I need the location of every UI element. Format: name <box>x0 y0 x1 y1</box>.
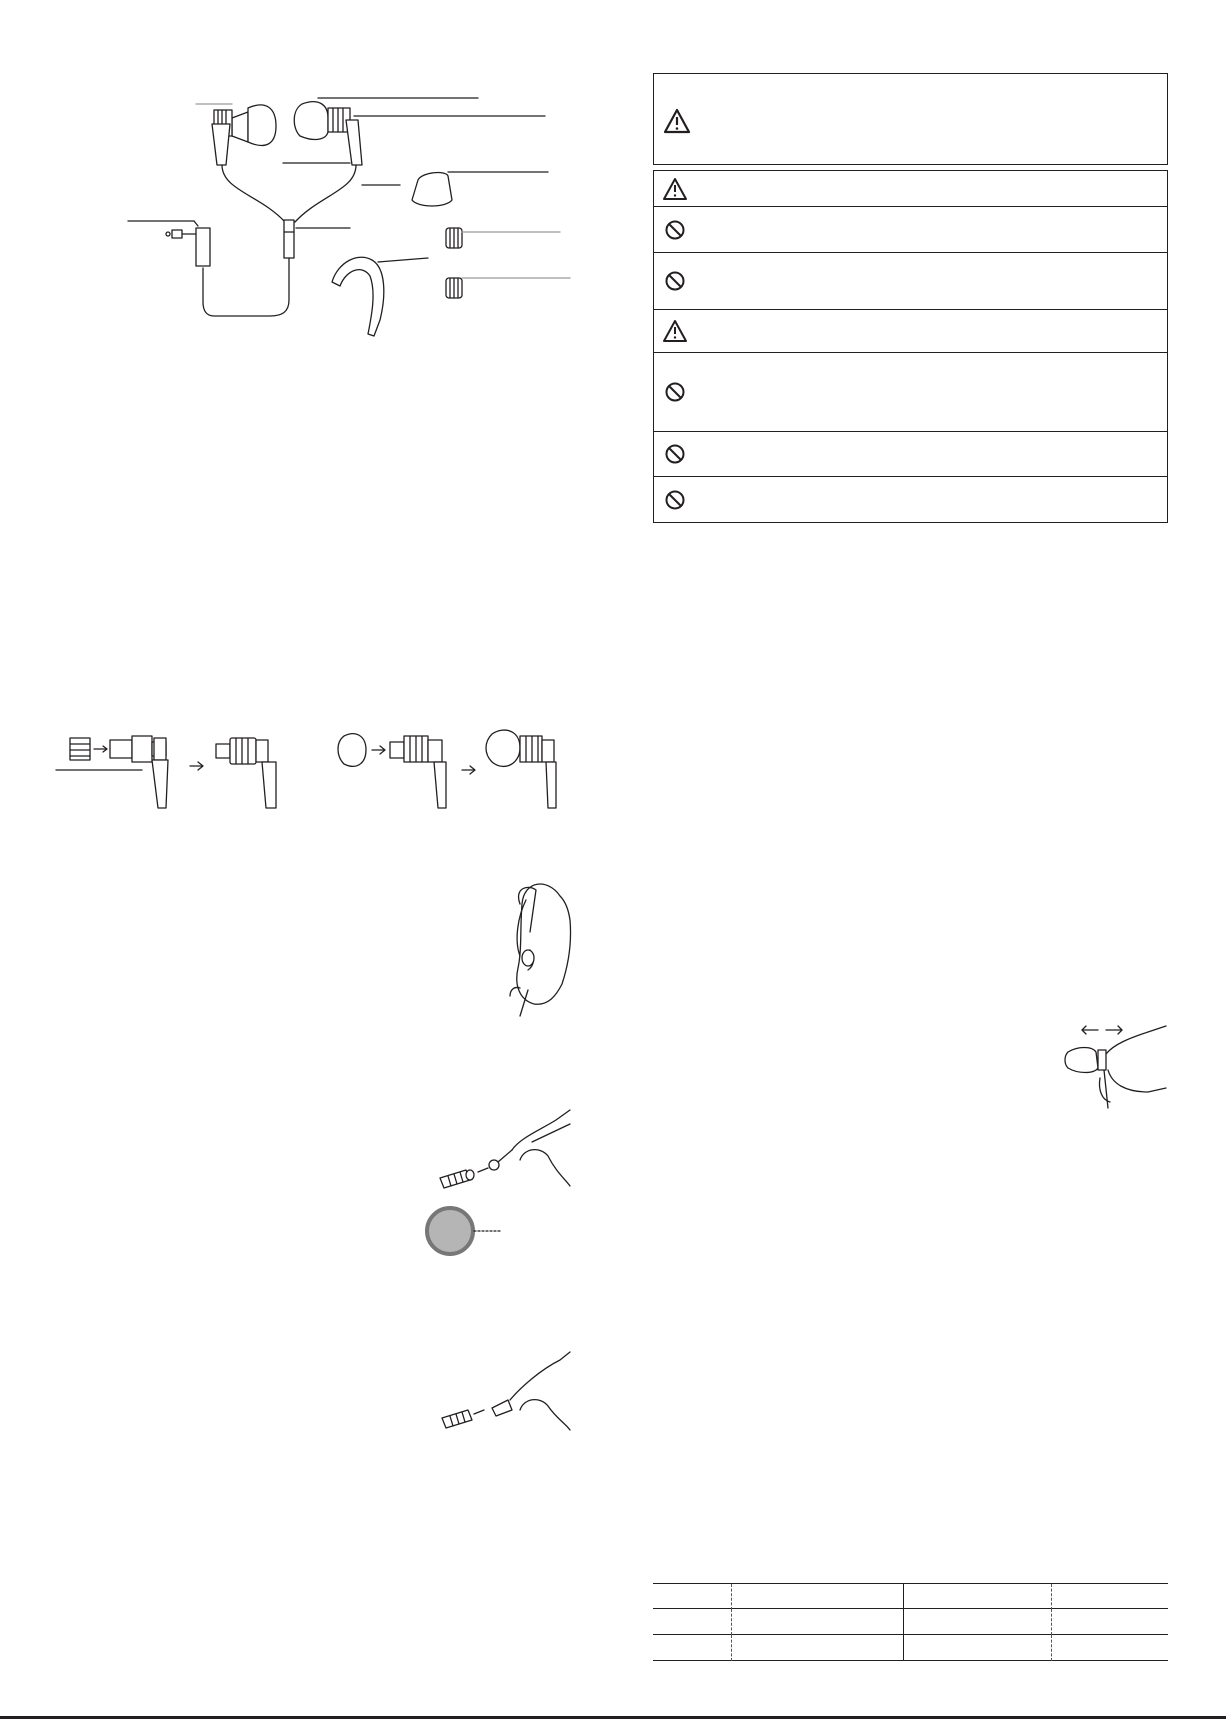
table-cell-divider <box>903 1635 904 1661</box>
table-cell-divider <box>731 1584 732 1610</box>
table-cell-divider <box>1051 1609 1052 1635</box>
prohibition-icon <box>664 489 686 511</box>
right-earphone-illustration <box>294 102 362 222</box>
filter-insertion-illustration <box>442 1352 570 1430</box>
prohibition-icon <box>664 219 686 241</box>
caution-item-row <box>654 476 1167 522</box>
caution-item-row <box>654 252 1167 309</box>
table-cell-divider <box>731 1635 732 1661</box>
caution-header-row <box>654 171 1167 206</box>
table-cell-divider <box>903 1584 904 1610</box>
prohibition-icon <box>664 443 686 465</box>
caution-box <box>653 170 1168 523</box>
nozzle-parts <box>446 228 570 298</box>
warning-triangle-icon <box>662 319 688 343</box>
earphone-parts-diagram <box>128 98 570 336</box>
filter-replacement-illustration <box>440 1110 570 1188</box>
ear-wearing-illustration <box>510 884 571 1016</box>
warning-triangle-icon <box>662 177 688 201</box>
table-row <box>653 1635 1168 1661</box>
caution-item-row <box>654 352 1167 431</box>
caution-subheader-row <box>654 309 1167 352</box>
table-row <box>653 1583 1168 1609</box>
caution-item-row <box>654 206 1167 252</box>
tip-assembly-diagram <box>56 730 556 808</box>
caution-item-row <box>654 431 1167 476</box>
warning-box <box>653 73 1168 165</box>
table-cell-divider <box>1051 1584 1052 1610</box>
prohibition-icon <box>664 381 686 403</box>
ear-hook-illustration <box>332 257 384 336</box>
left-earphone-illustration <box>212 105 285 222</box>
prohibition-icon <box>664 270 686 292</box>
table-cell-divider <box>731 1609 732 1635</box>
filter-detail-circle <box>427 1208 500 1254</box>
specifications-table <box>653 1583 1168 1661</box>
table-cell-divider <box>903 1609 904 1635</box>
warning-triangle-icon <box>663 108 691 134</box>
table-row <box>653 1609 1168 1635</box>
fitting-adjustment-illustration <box>1065 1026 1166 1108</box>
table-cell-divider <box>1051 1635 1052 1661</box>
